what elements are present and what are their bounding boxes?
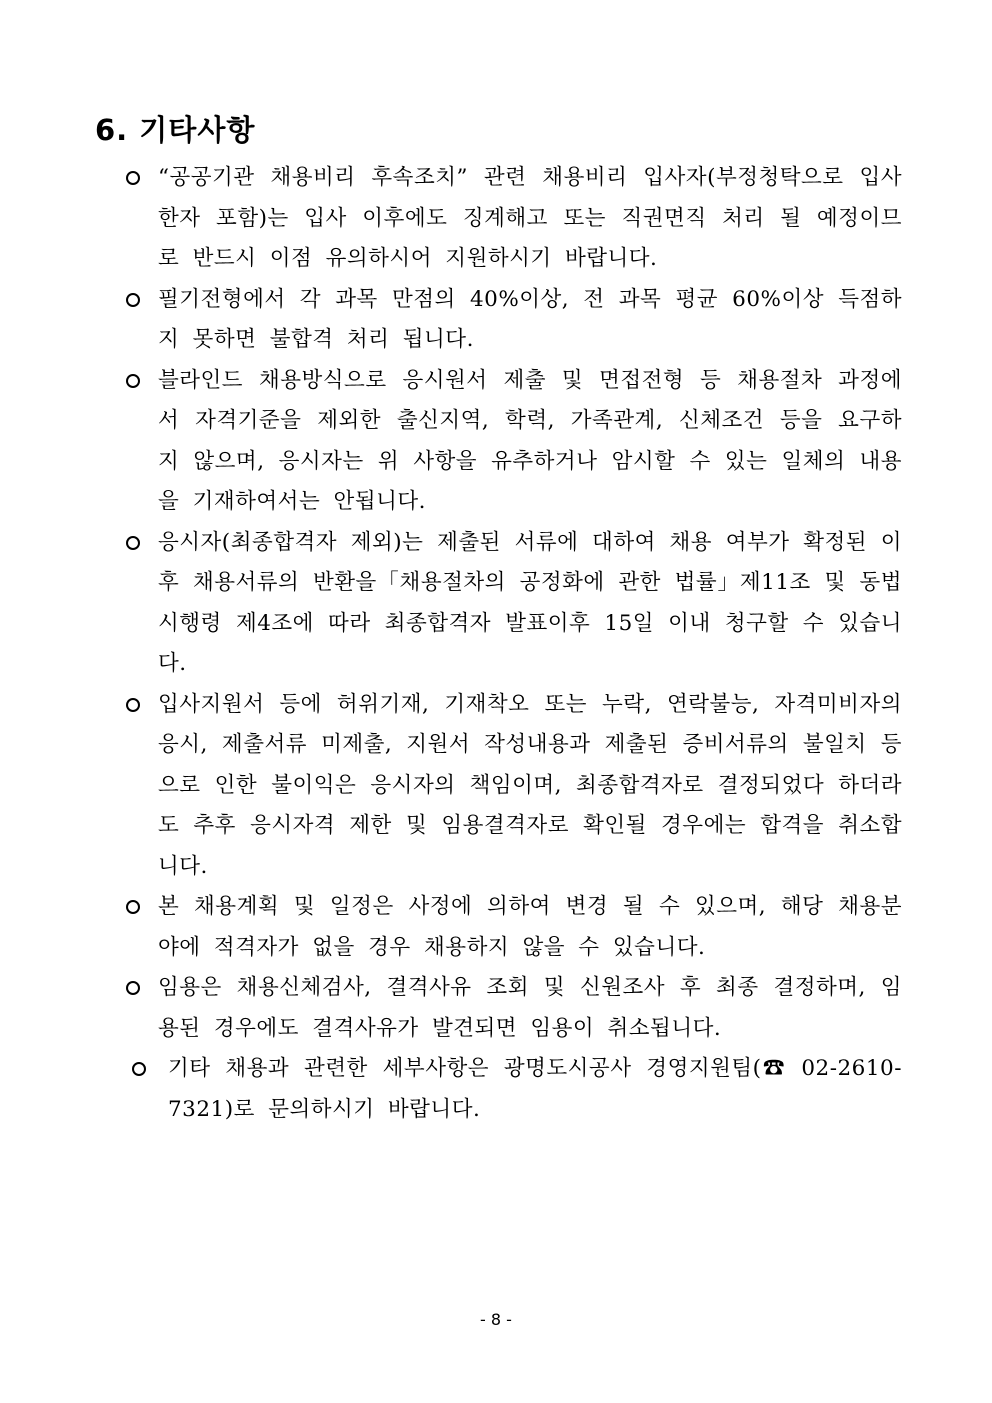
item-text: 기타 채용과 관련한 세부사항은 광명도시공사 경영지원팀(☎ 02-2610-7321)로 문의하시기 바랍니다. xyxy=(168,1056,902,1122)
list-item xyxy=(120,887,902,968)
item-text: 본 채용계획 및 일정은 사정에 의하여 변경 될 수 있으며, 해당 채용분야에 적격자가 없을 경우 채용하지 않을 수 있습니다. xyxy=(158,894,902,960)
list-item xyxy=(120,1049,902,1130)
item-text: 필기전형에서 각 과목 만점의 40%이상, 전 과목 평균 60%이상 득점하지 못하면 불합격 처리 됩니다. xyxy=(158,286,903,352)
item-text: 입사지원서 등에 허위기재, 기재착오 또는 누락, 연락불능, 자격미비자의 응시, 제출서류 미제출, 지원서 작성내용과 제출된 증비서류의 불일치 등으로 인한 불이익은 응시자의 책임이며, 최종합격자로 결정되었다 하더라도 추후 응시자격 제한 및 임용결격자로 확인될 경우에는 합격을 취소합니다. xyxy=(158,691,902,879)
circle-bullet-icon xyxy=(126,981,140,995)
item-text: 임용은 채용신체검사, 결격사유 조회 및 신원조사 후 최종 결정하며, 임용된 경우에도 결격사유가 발견되면 임용이 취소됩니다. xyxy=(158,975,902,1041)
list-item xyxy=(120,523,902,685)
circle-bullet-icon xyxy=(126,171,140,185)
item-text: 블라인드 채용방식으로 응시원서 제출 및 면접전형 등 채용절차 과정에서 자격기준을 제외한 출신지역, 학력, 가족관계, 신체조건 등을 요구하지 않으며, 응시자는 위 사항을 유추하거나 암시할 수 있는 일체의 내용을 기재하여서는 안됩니다. xyxy=(158,367,902,514)
list-item xyxy=(120,968,902,1049)
circle-bullet-icon xyxy=(126,293,140,307)
circle-bullet-icon xyxy=(126,900,140,914)
item-text: “공공기관 채용비리 후속조치” 관련 채용비리 입사자(부정청탁으로 입사한자 포함)는 입사 이후에도 징계해고 또는 직권면직 처리 될 예정이므로 반드시 이점 유의하시어 지원하시기 바랍니다. xyxy=(158,165,902,271)
circle-bullet-icon xyxy=(132,1062,146,1076)
circle-bullet-icon xyxy=(126,536,140,550)
section-heading: 6. 기타사항 xyxy=(95,113,256,147)
item-list xyxy=(120,158,902,1130)
circle-bullet-icon xyxy=(126,374,140,388)
page-number: - 8 - xyxy=(480,1310,512,1329)
item-text: 응시자(최종합격자 제외)는 제출된 서류에 대하여 채용 여부가 확정된 이후 채용서류의 반환을「채용절차의 공정화에 관한 법률」제11조 및 동법 시행령 제4조에 따라 최종합격자 발표이후 15일 이내 청구할 수 있습니다. xyxy=(158,529,902,676)
list-item xyxy=(120,361,902,523)
list-item xyxy=(120,158,902,280)
list-item xyxy=(120,280,902,361)
list-item xyxy=(120,685,902,888)
circle-bullet-icon xyxy=(126,698,140,712)
